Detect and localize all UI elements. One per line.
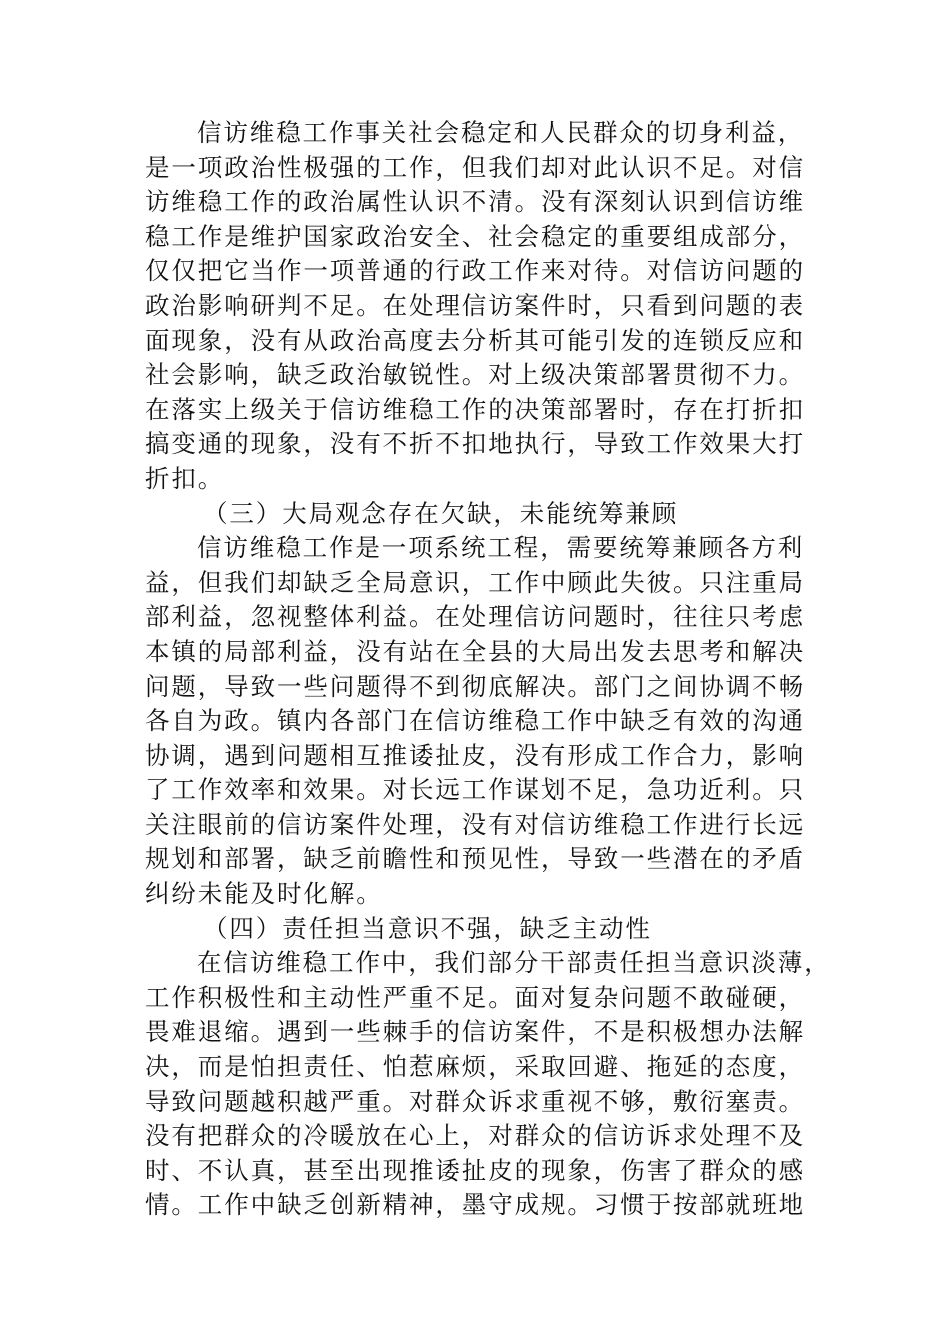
paragraph-line: 益，但我们却缺乏全局意识，工作中顾此失彼。只注重局 (145, 567, 805, 597)
paragraph-line: 在信访维稳工作中，我们部分干部责任担当意识淡薄， (197, 948, 831, 978)
paragraph-line: 在落实上级关于信访维稳工作的决策部署时，存在打折扣 (145, 394, 805, 424)
paragraph-line: 了工作效率和效果。对长远工作谋划不足，急功近利。只 (145, 775, 805, 805)
paragraph-line: 搞变通的现象，没有不折不扣地执行，导致工作效果大打 (145, 429, 805, 459)
paragraph-line: 稳工作是维护国家政治安全、社会稳定的重要组成部分， (145, 221, 805, 251)
section-heading-4: （四）责任担当意识不强，缺乏主动性 (203, 913, 652, 943)
paragraph-line: 规划和部署，缺乏前瞻性和预见性，导致一些潜在的矛盾 (145, 844, 805, 874)
paragraph-line: 关注眼前的信访案件处理，没有对信访维稳工作进行长远 (145, 809, 805, 839)
paragraph-line: 仅仅把它当作一项普通的行政工作来对待。对信访问题的 (145, 256, 805, 286)
paragraph-line: 问题，导致一些问题得不到彻底解决。部门之间协调不畅 (145, 671, 805, 701)
paragraph-line: 是一项政治性极强的工作，但我们却对此认识不足。对信 (145, 152, 805, 182)
paragraph-line: 政治影响研判不足。在处理信访案件时，只看到问题的表 (145, 290, 805, 320)
section-heading-3: （三）大局观念存在欠缺，未能统筹兼顾 (203, 498, 679, 528)
paragraph-line: 没有把群众的冷暖放在心上，对群众的信访诉求处理不及 (145, 1121, 805, 1151)
paragraph-line: 时、不认真，甚至出现推诿扯皮的现象，伤害了群众的感 (145, 1155, 805, 1185)
paragraph-line: 情。工作中缺乏创新精神，墨守成规。习惯于按部就班地 (145, 1190, 805, 1220)
paragraph-line: 协调，遇到问题相互推诿扯皮，没有形成工作合力，影响 (145, 740, 805, 770)
paragraph-line: 折扣。 (145, 463, 225, 493)
paragraph-line: 各自为政。镇内各部门在信访维稳工作中缺乏有效的沟通 (145, 706, 805, 736)
paragraph-line: 访维稳工作的政治属性认识不清。没有深刻认识到信访维 (145, 187, 805, 217)
paragraph-line: 导致问题越积越严重。对群众诉求重视不够，敷衍塞责。 (145, 1086, 805, 1116)
paragraph-line: 社会影响，缺乏政治敏锐性。对上级决策部署贯彻不力。 (145, 360, 805, 390)
paragraph-line: 信访维稳工作事关社会稳定和人民群众的切身利益， (197, 118, 805, 147)
document-body (145, 116, 831, 1223)
paragraph-line: 畏难退缩。遇到一些棘手的信访案件，不是积极想办法解 (145, 1017, 805, 1047)
paragraph-line: 部利益，忽视整体利益。在处理信访问题时，往往只考虑 (145, 602, 805, 632)
paragraph-line: 本镇的局部利益，没有站在全县的大局出发去思考和解决 (145, 636, 805, 666)
paragraph-line: 纠纷未能及时化解。 (145, 879, 383, 909)
paragraph-line: 工作积极性和主动性严重不足。面对复杂问题不敢碰硬， (145, 982, 805, 1012)
paragraph-line: 信访维稳工作是一项系统工程，需要统筹兼顾各方利 (197, 533, 805, 563)
paragraph-line: 决，而是怕担责任、怕惹麻烦，采取回避、拖延的态度， (145, 1052, 805, 1082)
paragraph-line: 面现象，没有从政治高度去分析其可能引发的连锁反应和 (145, 325, 805, 355)
